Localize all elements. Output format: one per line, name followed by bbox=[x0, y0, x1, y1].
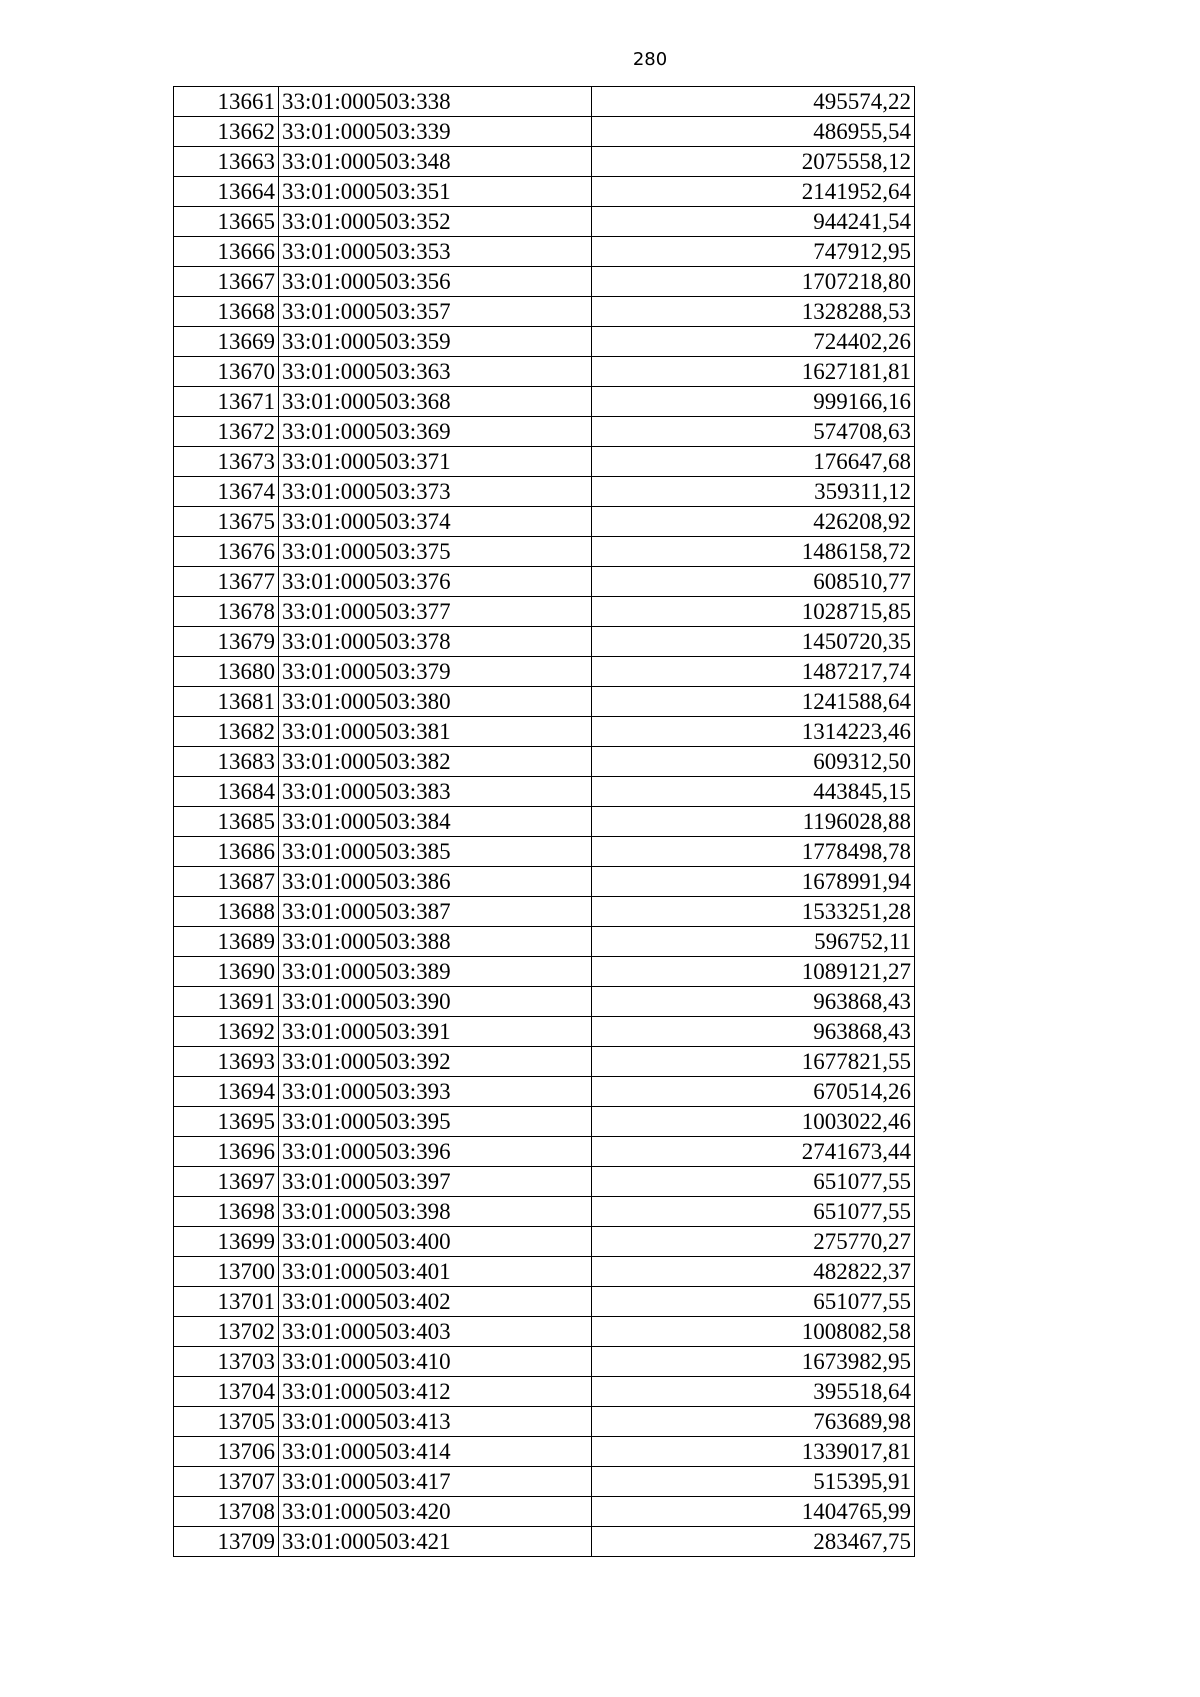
row-number-cell: 13692 bbox=[174, 1017, 279, 1047]
table-row bbox=[174, 1197, 915, 1227]
table-row bbox=[174, 147, 915, 177]
cadastral-number-cell: 33:01:000503:400 bbox=[279, 1227, 592, 1257]
row-number-cell: 13661 bbox=[174, 87, 279, 117]
table-row bbox=[174, 957, 915, 987]
cadastral-number-cell: 33:01:000503:351 bbox=[279, 177, 592, 207]
cadastral-number-cell: 33:01:000503:374 bbox=[279, 507, 592, 537]
table-row bbox=[174, 1467, 915, 1497]
cadastral-value-cell: 596752,11 bbox=[592, 927, 915, 957]
cadastral-value-cell: 963868,43 bbox=[592, 987, 915, 1017]
table-row bbox=[174, 87, 915, 117]
cadastral-number-cell: 33:01:000503:382 bbox=[279, 747, 592, 777]
row-number-cell: 13679 bbox=[174, 627, 279, 657]
table-row bbox=[174, 1107, 915, 1137]
table-row bbox=[174, 237, 915, 267]
cadastral-value-cell: 651077,55 bbox=[592, 1167, 915, 1197]
cadastral-value-table bbox=[173, 86, 915, 1557]
row-number-cell: 13687 bbox=[174, 867, 279, 897]
row-number-cell: 13672 bbox=[174, 417, 279, 447]
cadastral-number-cell: 33:01:000503:363 bbox=[279, 357, 592, 387]
cadastral-number-cell: 33:01:000503:373 bbox=[279, 477, 592, 507]
cadastral-value-cell: 609312,50 bbox=[592, 747, 915, 777]
row-number-cell: 13675 bbox=[174, 507, 279, 537]
row-number-cell: 13699 bbox=[174, 1227, 279, 1257]
table-row bbox=[174, 1017, 915, 1047]
cadastral-value-cell: 963868,43 bbox=[592, 1017, 915, 1047]
table-row bbox=[174, 1287, 915, 1317]
row-number-cell: 13694 bbox=[174, 1077, 279, 1107]
cadastral-number-cell: 33:01:000503:389 bbox=[279, 957, 592, 987]
cadastral-value-cell: 495574,22 bbox=[592, 87, 915, 117]
cadastral-value-cell: 482822,37 bbox=[592, 1257, 915, 1287]
cadastral-number-cell: 33:01:000503:338 bbox=[279, 87, 592, 117]
cadastral-value-cell: 283467,75 bbox=[592, 1527, 915, 1557]
table-row bbox=[174, 627, 915, 657]
cadastral-number-cell: 33:01:000503:384 bbox=[279, 807, 592, 837]
table-row bbox=[174, 387, 915, 417]
cadastral-value-cell: 651077,55 bbox=[592, 1287, 915, 1317]
row-number-cell: 13708 bbox=[174, 1497, 279, 1527]
cadastral-number-cell: 33:01:000503:397 bbox=[279, 1167, 592, 1197]
row-number-cell: 13677 bbox=[174, 567, 279, 597]
cadastral-value-cell: 1450720,35 bbox=[592, 627, 915, 657]
cadastral-number-cell: 33:01:000503:376 bbox=[279, 567, 592, 597]
row-number-cell: 13704 bbox=[174, 1377, 279, 1407]
cadastral-value-cell: 763689,98 bbox=[592, 1407, 915, 1437]
cadastral-value-cell: 1339017,81 bbox=[592, 1437, 915, 1467]
cadastral-value-cell: 1707218,80 bbox=[592, 267, 915, 297]
table-row bbox=[174, 1317, 915, 1347]
cadastral-value-cell: 395518,64 bbox=[592, 1377, 915, 1407]
table-row bbox=[174, 927, 915, 957]
row-number-cell: 13673 bbox=[174, 447, 279, 477]
row-number-cell: 13663 bbox=[174, 147, 279, 177]
cadastral-number-cell: 33:01:000503:412 bbox=[279, 1377, 592, 1407]
table-row bbox=[174, 1437, 915, 1467]
cadastral-value-cell: 1003022,46 bbox=[592, 1107, 915, 1137]
table-row bbox=[174, 207, 915, 237]
table-row bbox=[174, 777, 915, 807]
table-row bbox=[174, 1227, 915, 1257]
row-number-cell: 13702 bbox=[174, 1317, 279, 1347]
cadastral-number-cell: 33:01:000503:388 bbox=[279, 927, 592, 957]
cadastral-number-cell: 33:01:000503:375 bbox=[279, 537, 592, 567]
row-number-cell: 13668 bbox=[174, 297, 279, 327]
table-row bbox=[174, 537, 915, 567]
cadastral-number-cell: 33:01:000503:339 bbox=[279, 117, 592, 147]
cadastral-number-cell: 33:01:000503:421 bbox=[279, 1527, 592, 1557]
cadastral-number-cell: 33:01:000503:417 bbox=[279, 1467, 592, 1497]
cadastral-number-cell: 33:01:000503:410 bbox=[279, 1347, 592, 1377]
row-number-cell: 13671 bbox=[174, 387, 279, 417]
cadastral-value-cell: 651077,55 bbox=[592, 1197, 915, 1227]
cadastral-number-cell: 33:01:000503:381 bbox=[279, 717, 592, 747]
cadastral-value-cell: 275770,27 bbox=[592, 1227, 915, 1257]
table-row bbox=[174, 477, 915, 507]
row-number-cell: 13678 bbox=[174, 597, 279, 627]
row-number-cell: 13707 bbox=[174, 1467, 279, 1497]
table-row bbox=[174, 1527, 915, 1557]
cadastral-value-cell: 1678991,94 bbox=[592, 867, 915, 897]
cadastral-number-cell: 33:01:000503:348 bbox=[279, 147, 592, 177]
cadastral-value-cell: 1778498,78 bbox=[592, 837, 915, 867]
row-number-cell: 13680 bbox=[174, 657, 279, 687]
table-row bbox=[174, 867, 915, 897]
table-row bbox=[174, 807, 915, 837]
cadastral-value-cell: 1627181,81 bbox=[592, 357, 915, 387]
cadastral-number-cell: 33:01:000503:352 bbox=[279, 207, 592, 237]
row-number-cell: 13698 bbox=[174, 1197, 279, 1227]
row-number-cell: 13697 bbox=[174, 1167, 279, 1197]
cadastral-number-cell: 33:01:000503:385 bbox=[279, 837, 592, 867]
cadastral-value-cell: 1328288,53 bbox=[592, 297, 915, 327]
row-number-cell: 13690 bbox=[174, 957, 279, 987]
row-number-cell: 13691 bbox=[174, 987, 279, 1017]
cadastral-number-cell: 33:01:000503:393 bbox=[279, 1077, 592, 1107]
row-number-cell: 13688 bbox=[174, 897, 279, 927]
cadastral-number-cell: 33:01:000503:356 bbox=[279, 267, 592, 297]
cadastral-value-cell: 1486158,72 bbox=[592, 537, 915, 567]
cadastral-value-cell: 426208,92 bbox=[592, 507, 915, 537]
table-row bbox=[174, 1407, 915, 1437]
row-number-cell: 13674 bbox=[174, 477, 279, 507]
cadastral-value-cell: 944241,54 bbox=[592, 207, 915, 237]
row-number-cell: 13683 bbox=[174, 747, 279, 777]
row-number-cell: 13684 bbox=[174, 777, 279, 807]
cadastral-number-cell: 33:01:000503:377 bbox=[279, 597, 592, 627]
cadastral-number-cell: 33:01:000503:380 bbox=[279, 687, 592, 717]
row-number-cell: 13669 bbox=[174, 327, 279, 357]
row-number-cell: 13662 bbox=[174, 117, 279, 147]
row-number-cell: 13709 bbox=[174, 1527, 279, 1557]
table-row bbox=[174, 687, 915, 717]
cadastral-number-cell: 33:01:000503:369 bbox=[279, 417, 592, 447]
table-row bbox=[174, 1167, 915, 1197]
row-number-cell: 13689 bbox=[174, 927, 279, 957]
row-number-cell: 13666 bbox=[174, 237, 279, 267]
table-row bbox=[174, 297, 915, 327]
cadastral-number-cell: 33:01:000503:413 bbox=[279, 1407, 592, 1437]
cadastral-value-cell: 359311,12 bbox=[592, 477, 915, 507]
cadastral-number-cell: 33:01:000503:391 bbox=[279, 1017, 592, 1047]
cadastral-number-cell: 33:01:000503:357 bbox=[279, 297, 592, 327]
table-row bbox=[174, 1347, 915, 1377]
cadastral-number-cell: 33:01:000503:378 bbox=[279, 627, 592, 657]
table-row bbox=[174, 567, 915, 597]
cadastral-number-cell: 33:01:000503:371 bbox=[279, 447, 592, 477]
row-number-cell: 13696 bbox=[174, 1137, 279, 1167]
table-row bbox=[174, 507, 915, 537]
cadastral-number-cell: 33:01:000503:368 bbox=[279, 387, 592, 417]
cadastral-number-cell: 33:01:000503:387 bbox=[279, 897, 592, 927]
cadastral-value-cell: 2141952,64 bbox=[592, 177, 915, 207]
cadastral-number-cell: 33:01:000503:420 bbox=[279, 1497, 592, 1527]
row-number-cell: 13667 bbox=[174, 267, 279, 297]
table-row bbox=[174, 657, 915, 687]
table-row bbox=[174, 267, 915, 297]
row-number-cell: 13682 bbox=[174, 717, 279, 747]
cadastral-value-cell: 1533251,28 bbox=[592, 897, 915, 927]
cadastral-value-cell: 608510,77 bbox=[592, 567, 915, 597]
cadastral-value-cell: 1677821,55 bbox=[592, 1047, 915, 1077]
cadastral-value-cell: 574708,63 bbox=[592, 417, 915, 447]
row-number-cell: 13700 bbox=[174, 1257, 279, 1287]
table-row bbox=[174, 837, 915, 867]
table-row bbox=[174, 897, 915, 927]
table-row bbox=[174, 1377, 915, 1407]
cadastral-value-cell: 724402,26 bbox=[592, 327, 915, 357]
row-number-cell: 13670 bbox=[174, 357, 279, 387]
table-row bbox=[174, 747, 915, 777]
cadastral-value-cell: 999166,16 bbox=[592, 387, 915, 417]
cadastral-number-cell: 33:01:000503:379 bbox=[279, 657, 592, 687]
page-number: 280 bbox=[632, 49, 668, 70]
cadastral-number-cell: 33:01:000503:390 bbox=[279, 987, 592, 1017]
row-number-cell: 13701 bbox=[174, 1287, 279, 1317]
cadastral-number-cell: 33:01:000503:398 bbox=[279, 1197, 592, 1227]
row-number-cell: 13664 bbox=[174, 177, 279, 207]
cadastral-value-cell: 1487217,74 bbox=[592, 657, 915, 687]
table-row bbox=[174, 1047, 915, 1077]
table-row bbox=[174, 717, 915, 747]
row-number-cell: 13706 bbox=[174, 1437, 279, 1467]
table-row bbox=[174, 447, 915, 477]
table-row bbox=[174, 1257, 915, 1287]
table-row bbox=[174, 177, 915, 207]
cadastral-value-cell: 515395,91 bbox=[592, 1467, 915, 1497]
cadastral-number-cell: 33:01:000503:359 bbox=[279, 327, 592, 357]
table-row bbox=[174, 117, 915, 147]
cadastral-number-cell: 33:01:000503:386 bbox=[279, 867, 592, 897]
cadastral-number-cell: 33:01:000503:353 bbox=[279, 237, 592, 267]
row-number-cell: 13695 bbox=[174, 1107, 279, 1137]
cadastral-value-cell: 1008082,58 bbox=[592, 1317, 915, 1347]
cadastral-number-cell: 33:01:000503:396 bbox=[279, 1137, 592, 1167]
row-number-cell: 13681 bbox=[174, 687, 279, 717]
table-row bbox=[174, 987, 915, 1017]
cadastral-number-cell: 33:01:000503:401 bbox=[279, 1257, 592, 1287]
cadastral-number-cell: 33:01:000503:403 bbox=[279, 1317, 592, 1347]
cadastral-value-cell: 1404765,99 bbox=[592, 1497, 915, 1527]
row-number-cell: 13665 bbox=[174, 207, 279, 237]
cadastral-value-cell: 1196028,88 bbox=[592, 807, 915, 837]
table-row bbox=[174, 1137, 915, 1167]
cadastral-number-cell: 33:01:000503:414 bbox=[279, 1437, 592, 1467]
cadastral-value-cell: 486955,54 bbox=[592, 117, 915, 147]
table-row bbox=[174, 1497, 915, 1527]
cadastral-value-cell: 747912,95 bbox=[592, 237, 915, 267]
cadastral-value-cell: 1673982,95 bbox=[592, 1347, 915, 1377]
cadastral-value-cell: 2741673,44 bbox=[592, 1137, 915, 1167]
cadastral-value-cell: 1089121,27 bbox=[592, 957, 915, 987]
cadastral-number-cell: 33:01:000503:402 bbox=[279, 1287, 592, 1317]
cadastral-value-cell: 670514,26 bbox=[592, 1077, 915, 1107]
cadastral-value-cell: 443845,15 bbox=[592, 777, 915, 807]
cadastral-number-cell: 33:01:000503:395 bbox=[279, 1107, 592, 1137]
cadastral-value-cell: 176647,68 bbox=[592, 447, 915, 477]
cadastral-value-cell: 2075558,12 bbox=[592, 147, 915, 177]
table-body bbox=[174, 87, 915, 1557]
cadastral-number-cell: 33:01:000503:383 bbox=[279, 777, 592, 807]
row-number-cell: 13685 bbox=[174, 807, 279, 837]
row-number-cell: 13705 bbox=[174, 1407, 279, 1437]
table-row bbox=[174, 417, 915, 447]
row-number-cell: 13693 bbox=[174, 1047, 279, 1077]
cadastral-value-cell: 1028715,85 bbox=[592, 597, 915, 627]
table-row bbox=[174, 327, 915, 357]
row-number-cell: 13686 bbox=[174, 837, 279, 867]
cadastral-value-cell: 1241588,64 bbox=[592, 687, 915, 717]
row-number-cell: 13703 bbox=[174, 1347, 279, 1377]
row-number-cell: 13676 bbox=[174, 537, 279, 567]
cadastral-value-cell: 1314223,46 bbox=[592, 717, 915, 747]
table-row bbox=[174, 357, 915, 387]
table-row bbox=[174, 597, 915, 627]
cadastral-number-cell: 33:01:000503:392 bbox=[279, 1047, 592, 1077]
table-row bbox=[174, 1077, 915, 1107]
